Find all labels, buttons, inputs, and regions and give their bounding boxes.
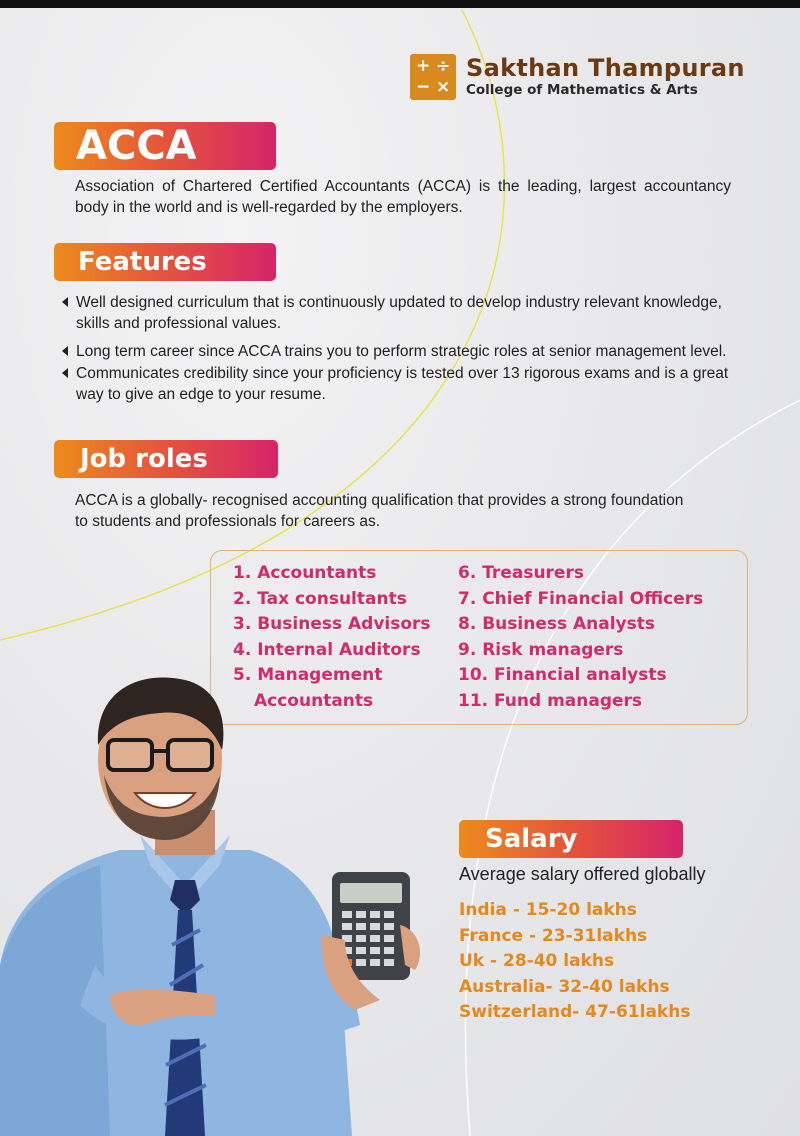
job-role-item: 5. Management [233,665,383,685]
college-logo [410,54,745,100]
job-roles-right-column [458,561,703,714]
bullet-icon [62,368,68,378]
job-role-item: 7. Chief Financial Officers [458,588,704,609]
job-role-item: 8. Business Analysts [458,614,656,634]
college-name: Sakthan Thampuran [466,54,745,82]
acca-heading: ACCA [54,122,276,170]
features-heading: Features [54,243,276,281]
college-subtitle: College of Mathematics & Arts [466,82,698,98]
job-role-item: 1. Accountants [233,563,377,583]
feature-item: Well designed curriculum that is continuously updated to develop industry relevant knowledge, skills and professional values. [62,292,742,334]
job-roles-intro: ACCA is a globally- recognised accounting qualification that provides a strong foundation to students and professionals for careers as. [75,492,684,530]
salary-heading: Salary [459,820,683,858]
salary-item: Australia- 32-40 lakhs [459,976,670,997]
salary-item: India - 15-20 lakhs [459,900,637,920]
job-role-item: 6. Treasurers [458,563,584,583]
salary-item: France - 23-31lakhs [459,925,648,946]
salary-list [459,898,690,1026]
acca-description: Association of Chartered Certified Accountants (ACCA) is the leading, largest accountancy body in the world and is well-regarded by the employers. [75,178,731,216]
job-roles-heading: Job roles [54,440,278,478]
feature-item: Communicates credibility since your proficiency is tested over 13 rigorous exams and is a great way to give an edge to your resume. [62,363,742,405]
salary-subtitle: Average salary offered globally [459,864,706,884]
math-symbols-icon: + ÷ − × [410,54,456,100]
feature-item: Long term career since ACCA trains you to perform strategic roles at senior management level. [62,341,742,362]
job-role-item: Accountants [254,690,374,711]
job-role-item: 3. Business Advisors [233,614,431,634]
salary-item: Uk - 28-40 lakhs [459,951,615,971]
job-role-item: 4. Internal Auditors [233,639,421,660]
bullet-icon [62,346,68,356]
features-list [62,292,742,405]
bullet-icon [62,297,68,307]
salary-item: Switzerland- 47-61lakhs [459,1002,691,1022]
job-role-item: 2. Tax consultants [233,588,407,609]
man-with-calculator-illustration [0,665,440,1136]
job-role-item: 10. Financial analysts [458,665,667,685]
job-role-item: 9. Risk managers [458,639,624,660]
job-role-item: 11. Fund managers [458,690,643,711]
